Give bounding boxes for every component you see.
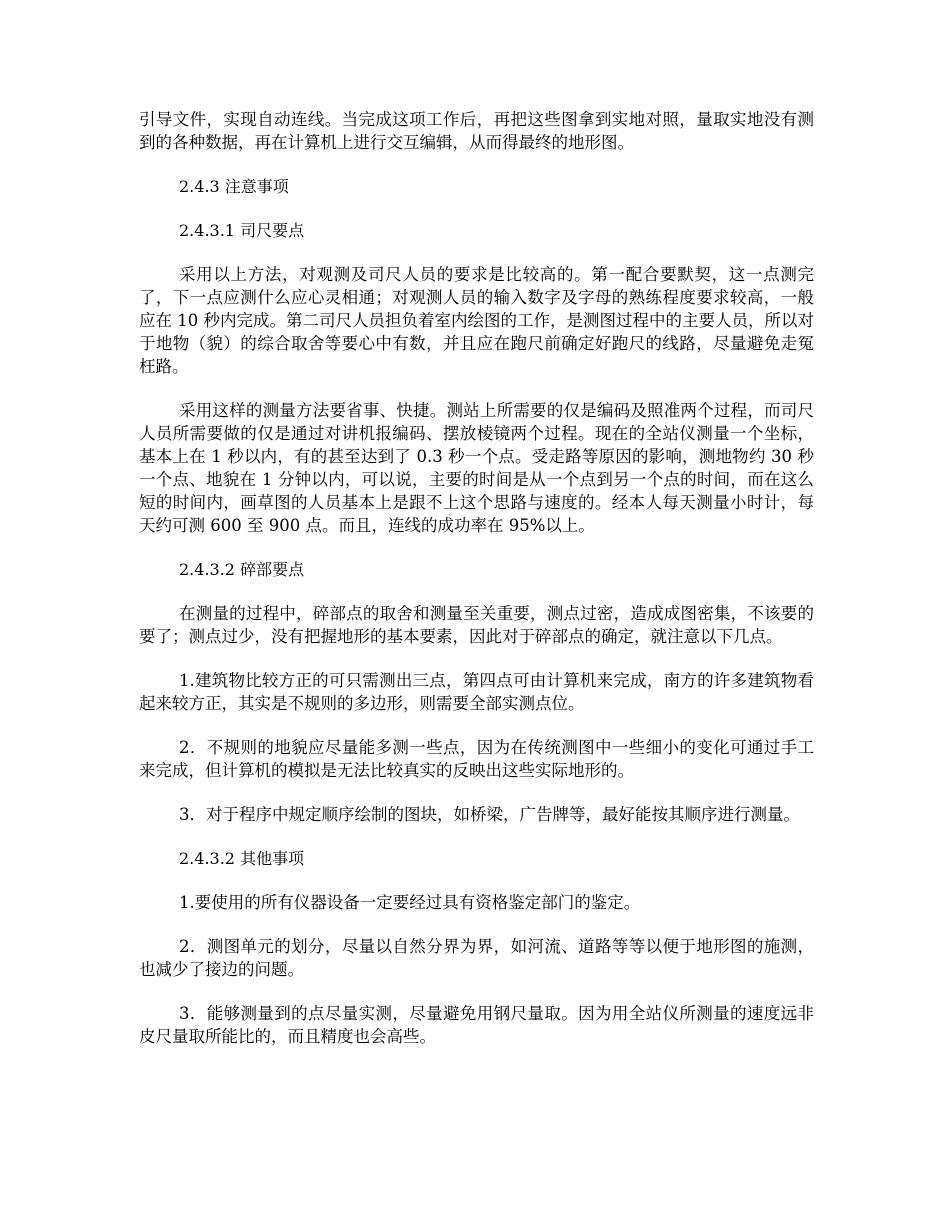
- paragraph-other-matter-3: 3．能够测量到的点尽量实测，尽量避免用钢尺量取。因为用全站仪所测量的速度远非皮尺量取所能比的，而且精度也会高些。: [139, 1004, 814, 1046]
- document-page: [139, 108, 814, 1069]
- paragraph-staff-requirements: 采用以上方法，对观测及司尺人员的要求是比较高的。第一配合要默契，这一点测完了，下一点应测什么应心灵相通；对观测人员的输入数字及字母的熟练程度要求较高，一般应在 10 秒内完成。第二司尺人员担负着室内绘图的工作，是测图过程中的主要人员，所以对于地物（貌）的综合取舍等要心中有数，并且应在跑尺前确定好跑尺的线路，尽量避免走冤枉路。: [139, 265, 814, 376]
- paragraph-intro-continuation: 引导文件，实现自动连线。当完成这项工作后，再把这些图拿到实地对照，量取实地没有测到的各种数据，再在计算机上进行交互编辑，从而得最终的地形图。: [139, 110, 814, 152]
- section-heading-2-4-3-1: 2.4.3.1 司尺要点: [179, 221, 305, 240]
- paragraph-detail-point-2: 2．不规则的地貌应尽量能多测一些点，因为在传统测图中一些细小的变化可通过手工来完成，但计算机的模拟是无法比较真实的反映出这些实际地形的。: [139, 738, 814, 780]
- section-heading-2-4-3-2-other-matters: 2.4.3.2 其他事项: [179, 849, 305, 868]
- paragraph-other-matter-2: 2．测图单元的划分，尽量以自然分界为界，如河流、道路等等以便于地形图的施测，也减少了接边的问题。: [139, 937, 814, 979]
- paragraph-detail-points-intro: 在测量的过程中，碎部点的取舍和测量至关重要，测点过密，造成成图密集，不该要的要了；测点过少，没有把握地形的基本要素，因此对于碎部点的确定，就注意以下几点。: [139, 604, 814, 646]
- paragraph-other-matter-1: 1.要使用的所有仪器设备一定要经过具有资格鉴定部门的鉴定。: [179, 893, 641, 912]
- section-heading-2-4-3-2-detail-points: 2.4.3.2 碎部要点: [179, 560, 305, 579]
- paragraph-detail-point-3: 3．对于程序中规定顺序绘制的图块，如桥梁，广告牌等，最好能按其顺序进行测量。: [179, 805, 800, 824]
- paragraph-detail-point-1: 1.建筑物比较方正的可只需测出三点，第四点可由计算机来完成，南方的许多建筑物看起来较方正，其实是不规则的多边形，则需要全部实测点位。: [139, 671, 814, 713]
- paragraph-method-efficiency: 采用这样的测量方法要省事、快捷。测站上所需要的仅是编码及照准两个过程，而司尺人员所需要做的仅是通过对讲机报编码、摆放棱镜两个过程。现在的全站仪测量一个坐标，基本上在 1 秒以内，有的甚至达到了 0.3 秒一个点。受走路等原因的影响，测地物约 30 秒一个点、地貌在 1 分钟以内，可以说，主要的时间是从一个点到另一个点的时间，而在这么短的时间内，画草图的人员基本上是跟不上这个思路与速度的。经本人每天测量小时计，每天约可测 600 至 900 点。而且，连线的成功率在 95%以上。: [139, 401, 814, 535]
- section-heading-2-4-3: 2.4.3 注意事项: [179, 177, 289, 196]
